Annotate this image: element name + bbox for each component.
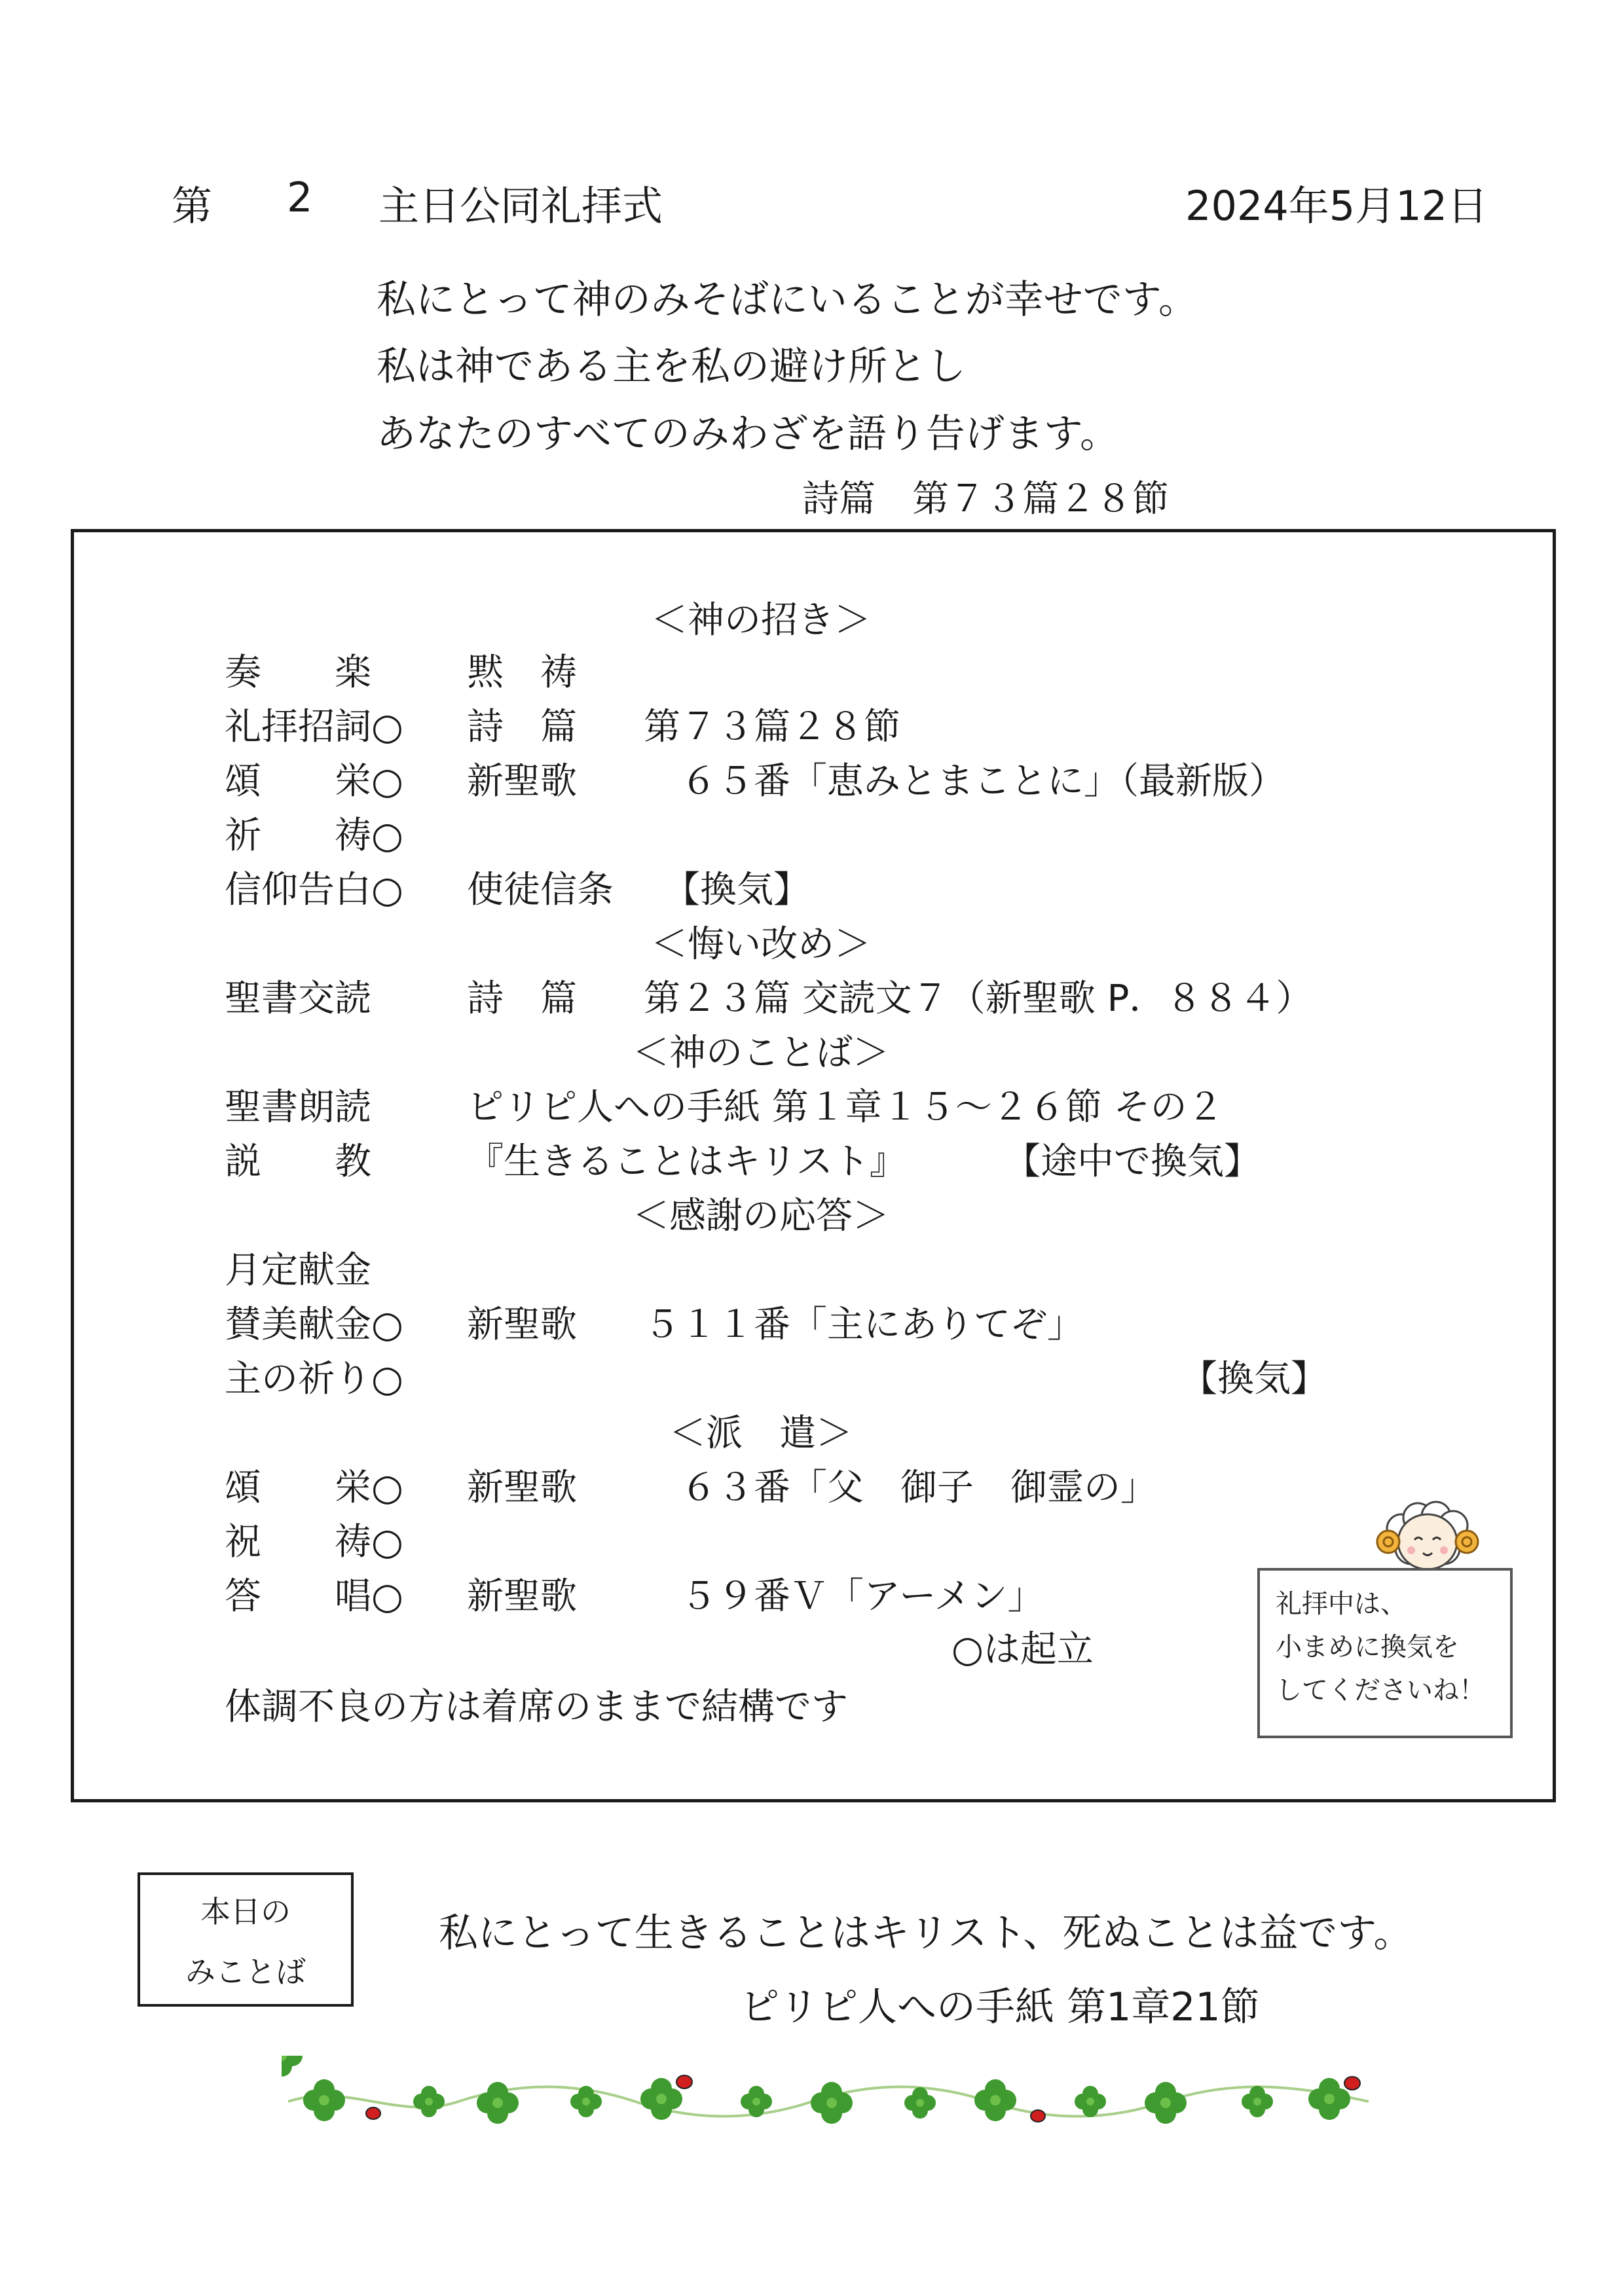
service-date: 2024年5月12日	[1185, 182, 1488, 230]
reminder-line-2: 小まめに換気を	[1276, 1632, 1459, 1662]
opening-verse-line-3: あなたのすべてのみわざを語り告げます。	[377, 411, 1119, 457]
row-label: 信仰告白○	[225, 869, 403, 911]
row-item: 使徒信条	[467, 869, 614, 911]
row-label: 頌 栄○	[225, 1467, 403, 1509]
row-detail: 【途中で換気】	[1004, 1140, 1261, 1183]
clover-icon	[1145, 2082, 1187, 2124]
row-label: 答 唱○	[225, 1575, 403, 1618]
row-item: 新聖歌	[467, 760, 577, 803]
health-note-text: 体調不良の方は着席のままで結構です	[225, 1686, 848, 1728]
reminder-line-1: 礼拝中は、	[1276, 1589, 1407, 1619]
clover-icon	[974, 2079, 1016, 2121]
row-item: 新聖歌	[467, 1575, 577, 1618]
row-detail: ５９番Ｖ「アーメン」	[644, 1575, 1044, 1618]
section-word: ＜神のことば＞	[633, 1032, 889, 1074]
opening-verse-line-1: 私にとって神のみそばにいることが幸せです。	[377, 277, 1198, 323]
row-detail: 【換気】	[663, 869, 810, 911]
todays-word-reference: ピリピ人への手紙 第1章21節	[740, 1984, 1260, 2030]
opening-verse-line-2: 私は神である主を私の避け所とし	[377, 344, 966, 390]
row-detail: ６５番「恵みとまことに」（最新版）	[644, 760, 1285, 803]
row-item: 詩 篇	[467, 977, 577, 1020]
row-item: 黙 祷	[467, 651, 577, 694]
clover-icon	[303, 2079, 345, 2121]
row-detail: ５１１番「主にありてぞ」	[644, 1303, 1084, 1346]
row-item: 新聖歌	[467, 1303, 577, 1346]
clover-icon	[904, 2087, 936, 2119]
row-item: 新聖歌	[467, 1467, 577, 1509]
row-item: ピリピ人への手紙 第１章１５～２６節 その２	[467, 1086, 1224, 1129]
section-call: ＜神の招き＞	[651, 599, 871, 642]
opening-verse-reference: 詩篇 第７３篇２８節	[802, 478, 1169, 520]
todays-word-label	[138, 1872, 354, 2007]
row-label: 頌 栄○	[225, 760, 403, 803]
section-response: ＜感謝の応答＞	[633, 1195, 889, 1237]
ladybug-icon	[366, 2107, 380, 2119]
todays-word-verse: 私にとって生きることはキリスト、死ぬことは益です。	[439, 1910, 1413, 1956]
clover-icon	[282, 2056, 303, 2077]
clover-icon	[811, 2082, 853, 2124]
row-label: 賛美献金○	[225, 1303, 403, 1346]
row-label: 奏 楽	[225, 651, 371, 694]
row-detail: 第２３篇 交読文７（新聖歌 P．８８４）	[644, 977, 1313, 1020]
ladybug-icon	[1031, 2110, 1045, 2122]
row-item: 詩 篇	[467, 706, 577, 748]
header-number: 2	[287, 173, 313, 221]
sheep-mascot-icon	[1365, 1493, 1490, 1578]
clover-icon	[1075, 2086, 1106, 2117]
clover-icon	[1242, 2086, 1273, 2117]
reminder-line-3: してくださいね！	[1276, 1675, 1485, 1705]
ladybug-icon	[1344, 2077, 1360, 2090]
row-label: 主の祈り○	[225, 1358, 403, 1400]
row-label: 祝 祷○	[225, 1521, 403, 1563]
todays-word-label-line-2: みことば	[185, 1954, 306, 1990]
clover-border	[282, 2056, 1382, 2147]
ladybug-icon	[676, 2075, 692, 2088]
row-detail: ６３番「父 御子 御霊の」	[644, 1467, 1157, 1509]
section-sending: ＜派 遣＞	[669, 1412, 853, 1455]
row-label: 礼拝招詞○	[225, 706, 403, 748]
row-label: 聖書朗読	[225, 1086, 371, 1129]
clover-icon	[640, 2078, 682, 2120]
header-dai: 第	[172, 182, 213, 230]
todays-word-label-line-1: 本日の	[200, 1894, 291, 1929]
section-repentance: ＜悔い改め＞	[651, 923, 871, 966]
row-detail: 第７３篇２８節	[644, 706, 900, 748]
row-label: 聖書交読	[225, 977, 371, 1020]
row-label: 説 教	[225, 1140, 371, 1183]
row-detail: 【換気】	[1181, 1358, 1327, 1400]
row-item: 『生きることはキリスト』	[467, 1140, 906, 1183]
standing-note-text: ○は起立	[951, 1628, 1094, 1671]
service-title: 主日公同礼拝式	[378, 182, 663, 230]
row-label: 祈 祷○	[225, 814, 403, 857]
clover-icon	[413, 2086, 445, 2117]
ventilation-reminder	[1257, 1568, 1513, 1738]
row-label: 月定献金	[225, 1249, 371, 1292]
